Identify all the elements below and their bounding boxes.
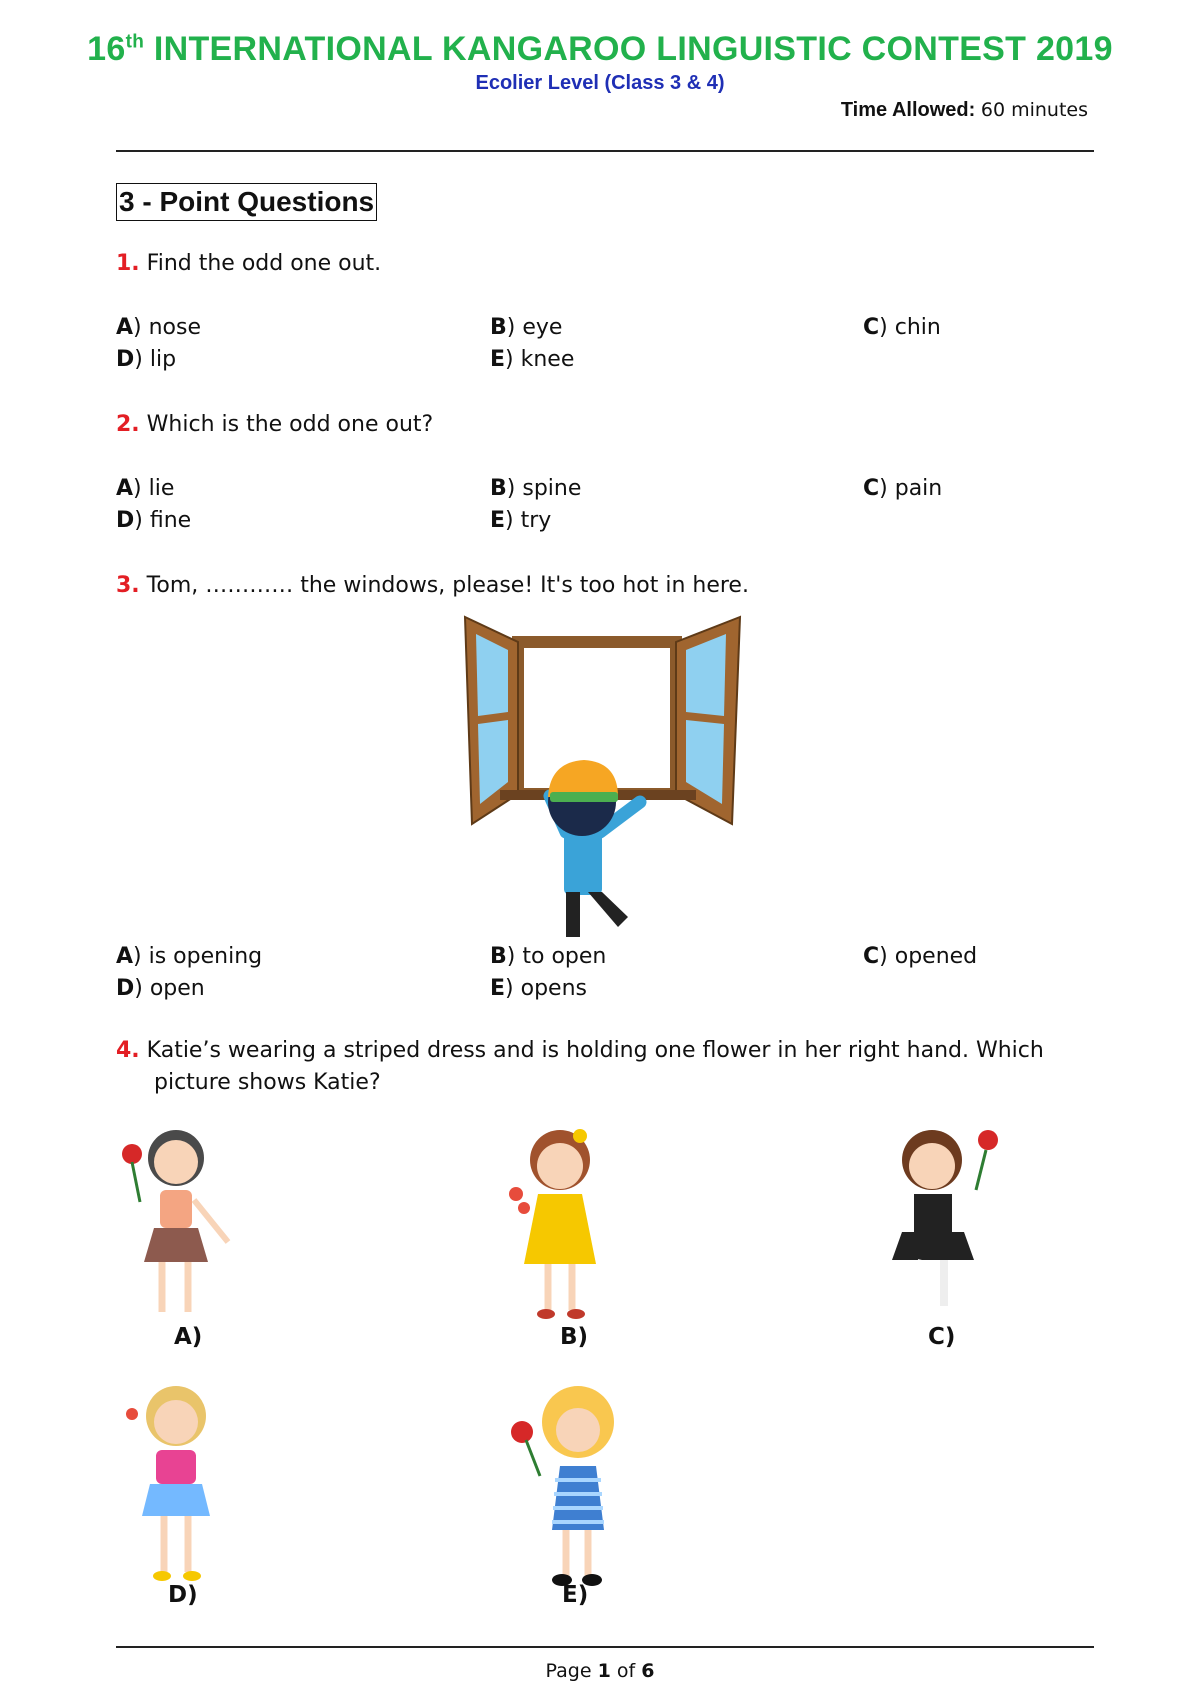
q2-option-e[interactable]: E) try [490, 508, 552, 533]
q1-option-a[interactable]: A) nose [116, 315, 202, 340]
footer-divider [116, 1646, 1094, 1648]
girl-c-leg-left [912, 1260, 922, 1306]
girl-d-top [156, 1450, 196, 1484]
header-divider [116, 150, 1094, 152]
girl-a-face [154, 1140, 198, 1184]
contest-title: 16th INTERNATIONAL KANGAROO LINGUISTIC CONTEST 2019 [87, 30, 1113, 68]
flower-stem [976, 1150, 986, 1190]
flower-stem [132, 1162, 140, 1202]
q3-option-d[interactable]: D) open [116, 976, 205, 1001]
girl-a-top [160, 1190, 192, 1228]
question-3: 3. Tom, ………… the windows, please! It's too hot in here. [116, 573, 749, 598]
q1-option-d[interactable]: D) lip [116, 347, 177, 372]
boy-right-leg [588, 892, 628, 927]
boy-cap-band [550, 792, 618, 802]
q3-option-c[interactable]: C) opened [863, 944, 978, 969]
q1-option-e[interactable]: E) knee [490, 347, 575, 372]
page-number: Page 1 of 6 [545, 1660, 655, 1682]
q1-option-c[interactable]: C) chin [863, 315, 941, 340]
q2-option-a[interactable]: A) lie [116, 476, 175, 501]
q2-option-c[interactable]: C) pain [863, 476, 943, 501]
girl-b-shoe [537, 1309, 555, 1319]
flower-icon [126, 1408, 138, 1420]
girl-c-illustration[interactable] [872, 1120, 1012, 1320]
girl-b-illustration[interactable] [498, 1122, 618, 1322]
question-2: 2. Which is the odd one out? [116, 412, 434, 437]
girl-a-illustration[interactable] [118, 1122, 238, 1322]
window-boy-illustration [460, 612, 750, 942]
q2-option-b[interactable]: B) spine [490, 476, 582, 501]
girl-b-face [537, 1143, 583, 1189]
girl-d-illustration[interactable] [118, 1376, 228, 1586]
question-4: 4. Katie’s wearing a striped dress and is holding one flower in her right hand. Which picture shows Katie? [116, 1038, 1044, 1095]
girl-d-shoe-2 [183, 1571, 201, 1581]
time-allowed: Time Allowed: 60 minutes [840, 99, 1088, 121]
q1-option-b[interactable]: B) eye [490, 315, 563, 340]
q2-option-d[interactable]: D) fine [116, 508, 192, 533]
girl-d-shoe [153, 1571, 171, 1581]
level-subtitle: Ecolier Level (Class 3 & 4) [475, 72, 725, 94]
girl-b-shoe-2 [567, 1309, 585, 1319]
flower-stem [526, 1440, 540, 1476]
q3-option-e[interactable]: E) opens [490, 976, 587, 1001]
boy-left-leg [566, 892, 580, 937]
flower-icon [978, 1130, 998, 1150]
girl-d-skirt [142, 1484, 210, 1516]
girl-c-vest [914, 1194, 952, 1234]
flower-icon [511, 1421, 533, 1443]
section-title: 3 - Point Questions [116, 183, 377, 221]
picture-label-b: B) [560, 1324, 589, 1350]
girl-d-face [154, 1400, 198, 1444]
girl-a-skirt [144, 1228, 208, 1262]
girl-c-face [909, 1143, 955, 1189]
question-1: 1. Find the odd one out. [116, 251, 382, 276]
flower-icon-2 [518, 1202, 530, 1214]
girl-b-bow [573, 1129, 587, 1143]
girl-e-face [556, 1408, 600, 1452]
girl-e-illustration[interactable] [500, 1380, 640, 1590]
girl-c-skirt [892, 1232, 974, 1260]
flower-icon [509, 1187, 523, 1201]
q3-option-b[interactable]: B) to open [490, 944, 607, 969]
flower-icon [122, 1144, 142, 1164]
girl-b-dress [524, 1194, 596, 1264]
picture-label-a: A) [174, 1324, 203, 1350]
q3-option-a[interactable]: A) is opening [116, 944, 263, 969]
picture-label-d: D) [168, 1582, 198, 1608]
picture-label-c: C) [928, 1324, 956, 1350]
picture-label-e: E) [562, 1582, 589, 1608]
